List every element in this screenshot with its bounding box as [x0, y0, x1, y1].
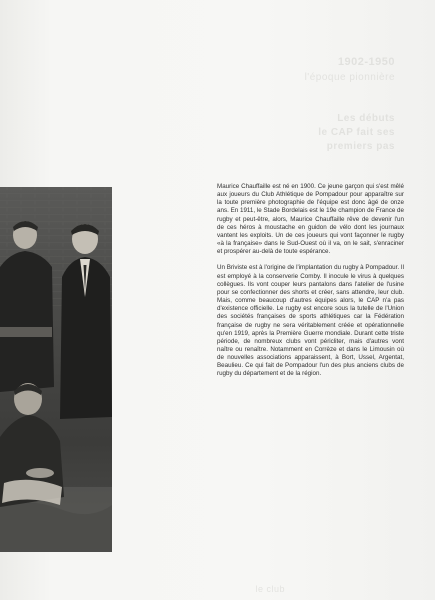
article-paragraph: Maurice Chauffaille est né en 1900. Ce jeune garçon qui s'est mêlé aux joueurs du Club Athlétique de Pompadour pour apparaître sur la toute première photographie de l'équipe est donc âgé de onze ans. En 1911, le Stade Bordelais est le 19e champion de France de rugby et peut-être, alors, Maurice Chauffaille rêve de devenir l'un de ces héros à moustache en guidon de vélo dont les journaux vantent les exploits. Un de ces joueurs qui vont façonner le rugby «à la française» dans le Sud-Ouest où il va, on le sait, s'enraciner et prospérer au-delà de toute espérance. — [217, 183, 404, 256]
team-photograph — [0, 187, 112, 552]
bleed-through-year: 1902-1950 — [337, 56, 395, 68]
article-paragraph: Un Briviste est à l'origine de l'implantation du rugby à Pompadour. Il est employé à la conserverie Comby. Il inocule le virus à quelques collègues. Ils vont couper leurs pantalons dans l'atelier de l'usine pour se confectionner des shorts et créer, sans attendre, leur club. Mais, comme beaucoup d'autres équipes alors, le CAP n'a pas d'existence officielle. Le rugby est encore sous la tutelle de l'Union des sociétés françaises de sports athlétiques car la Fédération française de rugby ne sera véritablement créée et opérationnelle qu'en 1919, après la Première Guerre mondiale. Durant cette triste période, de nombreux clubs vont péricliter, mais d'autres vont naître ou renaître. Notamment en Corrèze et dans le Limousin où de nouvelles associations apparaissent, à Bort, Ussel, Argentat, Beaulieu. Ce qui fait de Pompadour l'un des plus anciens clubs de rugby du département et de la région. — [217, 264, 404, 378]
bleed-through-subtitle: l'époque pionnière — [304, 72, 395, 83]
bleed-through-footer: le club — [255, 584, 285, 594]
bleed-through-line: premiers pas — [326, 141, 395, 152]
bleed-through-line: le CAP fait ses — [318, 127, 395, 138]
article-body — [217, 183, 404, 379]
bleed-through-line: Les débuts — [337, 113, 395, 124]
photo-illustration — [0, 187, 112, 552]
